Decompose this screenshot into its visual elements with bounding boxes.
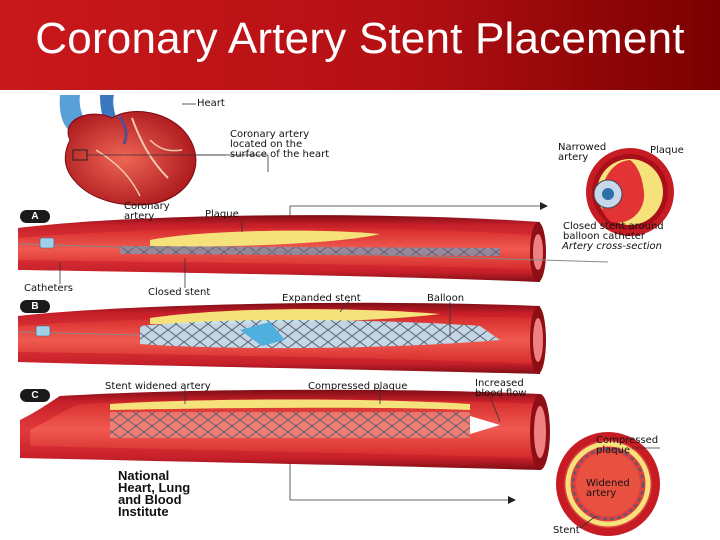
source-credit: [118, 470, 190, 518]
label-coronary-location-3: surface of the heart: [230, 149, 330, 160]
label-plaque-top: Plaque: [205, 209, 239, 220]
credit-line: Heart, Lung: [118, 480, 191, 495]
step-a-marker: A: [20, 210, 50, 223]
label-coronary-location-2: located on the: [230, 139, 303, 150]
label-expanded-stent: Expanded stent: [282, 293, 361, 304]
label-compressed-plaque-cs-2: plaque: [596, 445, 631, 456]
label-compressed-plaque: Compressed plaque: [308, 381, 408, 392]
label-compressed-plaque-cs-1: Compressed: [596, 435, 659, 446]
label-balloon: Balloon: [427, 293, 465, 304]
heart-body: [65, 112, 196, 205]
label-coronary-artery-1: Coronary: [124, 201, 170, 212]
label-narrowed-1: Narrowed: [558, 142, 607, 153]
artery-c: [20, 390, 550, 470]
label-heart: Heart: [197, 98, 225, 109]
credit-line: National: [118, 468, 170, 483]
label-catheters: Catheters: [24, 283, 73, 294]
artery-b: [18, 303, 546, 374]
slide-title: Coronary Artery Stent Placement: [35, 14, 685, 63]
label-coronary-artery-2: artery: [124, 211, 155, 222]
label-closed-stent-around-1: Closed stent around: [563, 221, 664, 232]
step-c-marker: C: [20, 389, 50, 402]
step-b-marker: B: [20, 300, 50, 313]
label-stent-widened-artery: Stent widened artery: [105, 381, 211, 392]
heart-illustration: [60, 95, 196, 205]
label-closed-stent-around-2: balloon catheter: [563, 231, 646, 242]
label-widened-artery-2: artery: [586, 488, 617, 499]
label-increased-flow-1: Increased: [475, 378, 524, 389]
credit-line: Institute: [118, 504, 169, 519]
label-narrowed-2: artery: [558, 152, 589, 163]
label-closed-stent: Closed stent: [148, 287, 211, 298]
label-coronary-location-1: Coronary artery: [230, 129, 310, 140]
label-widened-artery-1: Widened: [586, 478, 630, 489]
credit-line: and Blood: [118, 492, 182, 507]
artery-a: [18, 215, 608, 282]
label-plaque-cross-section: Plaque: [650, 145, 684, 156]
label-stent: Stent: [553, 525, 580, 536]
label-artery-cross-section: Artery cross-section: [562, 241, 663, 252]
label-increased-flow-2: blood flow: [475, 388, 527, 399]
